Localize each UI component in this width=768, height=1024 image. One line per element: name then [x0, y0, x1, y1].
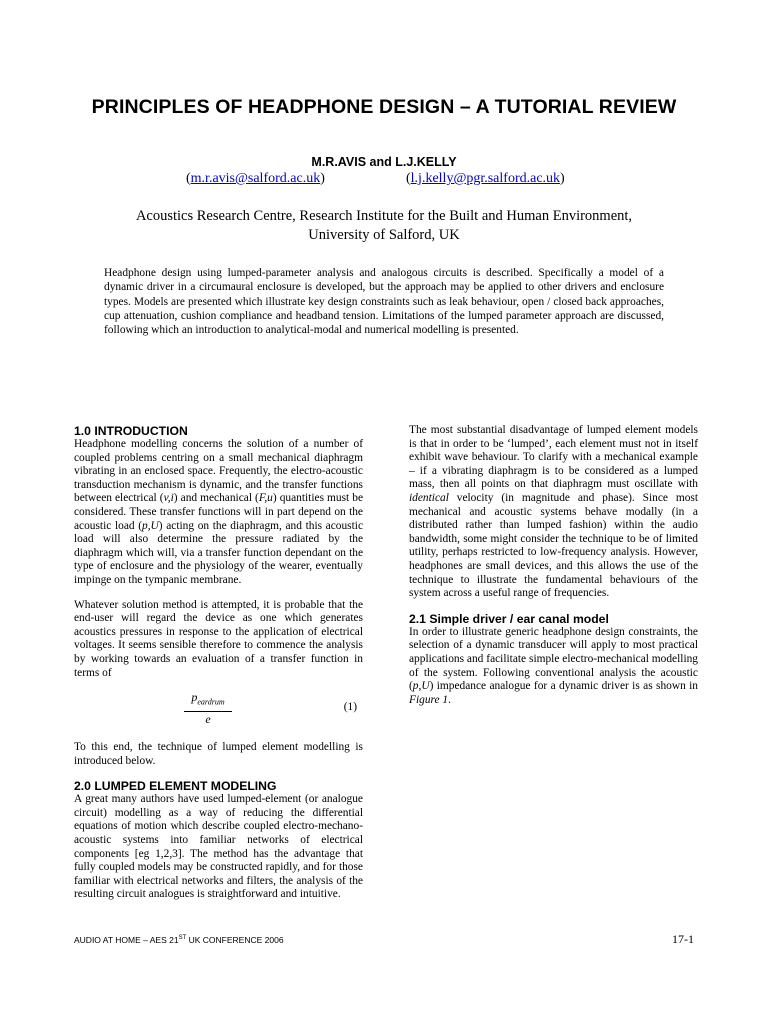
equation-numerator: p: [191, 690, 198, 705]
email-avis: (m.r.avis@salford.ac.uk): [186, 171, 325, 186]
affiliation-line-2: University of Salford, UK: [308, 227, 460, 243]
email-kelly: (l.j.kelly@pgr.salford.ac.uk): [406, 171, 565, 186]
equation-subscript: eardrum: [197, 697, 225, 707]
paper-title: PRINCIPLES OF HEADPHONE DESIGN – A TUTORIAL REVIEW: [91, 96, 677, 118]
section-heading-introduction: 1.0 INTRODUCTION: [74, 424, 188, 438]
footer-conference: AUDIO AT HOME – AES 21ST UK CONFERENCE 2006: [74, 935, 284, 945]
email-link-kelly[interactable]: l.j.kelly@pgr.salford.ac.uk: [410, 171, 561, 186]
equation-1: [74, 691, 363, 733]
simple-driver-paragraph: In order to illustrate generic headphone design constraints, the selection of a dynamic transducer will apply to most practical applications and facilitate simple electro-mechanical modelling of the system. Following conventional analysis the acoustic (p,U) impedance analogue for a dynamic driver is as shown in Figure 1.: [409, 625, 698, 706]
equation-fraction: [184, 691, 232, 727]
intro-paragraph-3: To this end, the technique of lumped element modelling is introduced below.: [74, 741, 363, 767]
email-link-avis[interactable]: m.r.avis@salford.ac.uk: [190, 171, 321, 186]
section-heading-simple-driver: 2.1 Simple driver / ear canal model: [409, 611, 609, 626]
lumped-paragraph-1: A great many authors have used lumped-element (or analogue circuit) modelling as a way of reducing the differential equations of motion which describe coupled electro-mechano-acoustic systems into familiar networks of electrical components [eg 1,2,3]. The method has the advantage that fully coupled models may be constructed rapidly, and for those familiar with electrical networks and filters, the analysis of the resulting circuit analogues is straightforward and intuitive.: [74, 793, 363, 901]
right-column: [409, 424, 698, 718]
intro-paragraph-2: Whatever solution method is attempted, it is probable that the end-user will regard the device as one which generates acoustics pressures in response to the application of electrical voltages. It seems sensible therefore to commence the analysis by working towards an evaluation of a transfer function in terms of: [74, 598, 363, 679]
left-column: [74, 424, 363, 913]
affiliation-line-1: Acoustics Research Centre, Research Institute for the Built and Human Environment,: [135, 208, 633, 224]
affiliation: [0, 207, 768, 245]
lumped-paragraph-2: The most substantial disadvantage of lumped element models is that in order to be ‘lumped’, each element must not in itself exhibit wave behaviour. To clarify with a mechanical example – if a vibrating diaphragm is to be considered as a lumped mass, then all points on that diaphragm must oscillate with identical velocity (in magnitude and phase). Since most mechanical and acoustic systems behave modally (in a distributed rather than lumped fashion) within the audio bandwidth, some might consider the technique to be of limited utility, perhaps restricted to low-frequency analysis. However, headphones are small devices, and this allows the use of the technique to illustrate the fundamental behaviours of the system across a useful range of frequencies.: [409, 424, 698, 600]
author-names: M.R.AVIS and L.J.KELLY: [311, 155, 457, 169]
intro-paragraph-1: Headphone modelling concerns the solution of a number of coupled problems centring on a small mechanical diaphragm vibrating in an enclosed space. Frequently, the electro-acoustic transduction mechanism is dynamic, and the transfer functions between electrical (v,i) and mechanical (F,u) quantities must be considered. These transfer functions will in part depend on the acoustic load (p,U) acting on the diaphragm, and this acoustic load will also determine the pressure radiated by the diaphragm which will, via a transfer function dependant on the type of enclosure and the physiology of the wearer, eventually impinge on the tympanic membrane.: [74, 438, 363, 586]
equation-denominator: e: [205, 712, 211, 727]
equation-number: (1): [343, 701, 357, 714]
abstract: Headphone design using lumped-parameter analysis and analogous circuits is described. Specifically a model of a dynamic driver in a circumaural enclosure is developed, but the approach may be applied to other drivers and enclosure types. Models are presented which illustrate key design constraints such as leak behaviour, open / closed back approaches, cup attenuation, cushion compliance and headband tension. Limitations of the lumped parameter approach are discussed, following which an introduction to analytical-modal and numerical modelling is presented.: [104, 267, 664, 337]
page-number: 17-1: [672, 932, 694, 946]
section-heading-lumped: 2.0 LUMPED ELEMENT MODELING: [74, 779, 277, 794]
